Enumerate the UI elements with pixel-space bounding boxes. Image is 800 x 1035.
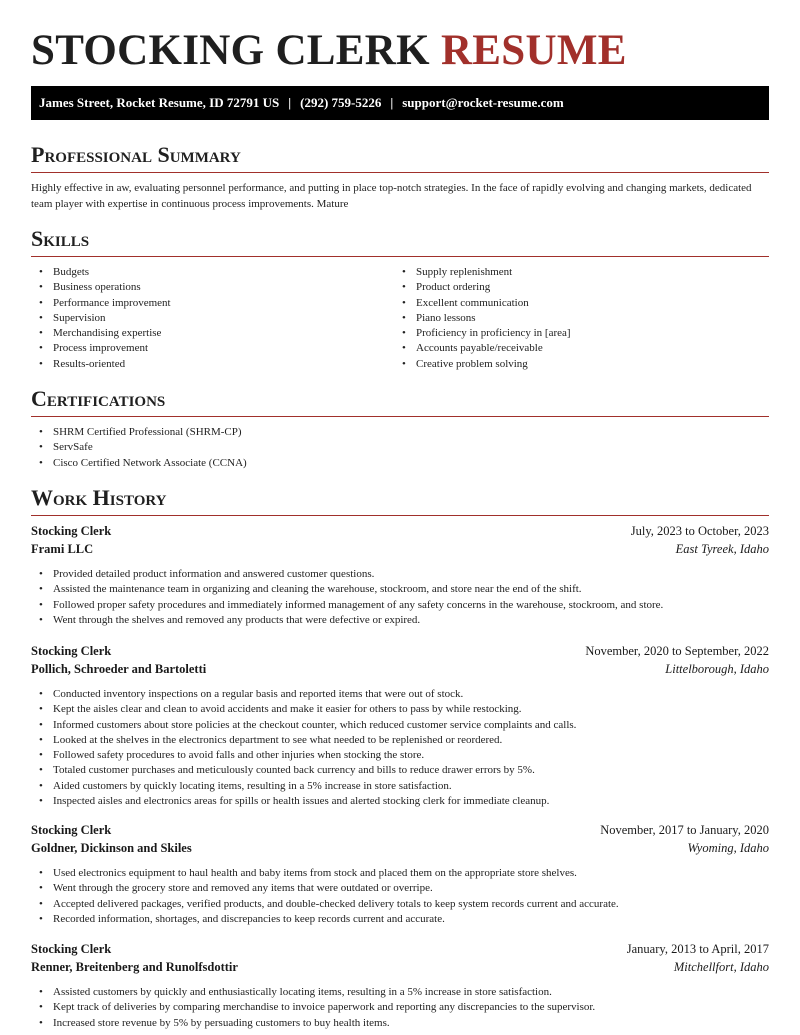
job-header-row [31,524,769,542]
job-duty-item: • Increased store revenue by 5% by persuading customers to buy health items. [31,1016,769,1031]
job-duty-item: • Looked at the shelves in the electronics department to see what needed to be replenished or reordered. [31,733,769,748]
job-duty-item: • Went through the grocery store and removed any items that were outdated or overripe. [31,881,769,896]
job-company: Pollich, Schroeder and Bartoletti [31,662,207,676]
skills-list-left [31,265,391,372]
contact-separator: | [390,95,394,110]
job-title: Stocking Clerk [31,644,112,658]
certification-item: • ServSafe [31,440,769,455]
work-history-divider [31,515,769,516]
job-company-row [31,542,769,560]
job-duty-item: • Aided customers by quickly locating items, resulting in a 5% increase in store satisfaction. [31,779,769,794]
certifications-heading: Certifications [31,386,166,411]
work-history-heading: Work History [31,485,167,510]
title-main: STOCKING CLERK [31,27,430,74]
job-dates: November, 2020 to September, 2022 [585,644,769,658]
job-duty-item: • Kept the aisles clear and clean to avoid accidents and make it easier for others to pass by while restocking. [31,702,769,717]
job-company: Goldner, Dickinson and Skiles [31,841,192,855]
certification-item: • SHRM Certified Professional (SHRM-CP) [31,425,769,440]
job-title: Stocking Clerk [31,524,112,538]
skill-item: • Proficiency in proficiency in [area] [394,326,769,341]
job-duty-item: • Assisted customers by quickly and enthusiastically locating items, resulting in a 5% increase in store satisfaction. [31,985,769,1000]
job-company: Frami LLC [31,542,94,556]
job-duty-item: • Went through the shelves and removed any products that were defective or expired. [31,613,769,628]
skill-item: • Creative problem solving [394,357,769,372]
job-duty-item: • Used electronics equipment to haul health and baby items from stock and placed them on the appropriate store shelves. [31,866,769,881]
job-duties-list [31,985,769,1031]
job-duty-item: • Assisted the maintenance team in organizing and cleaning the warehouse, stockroom, and store near the end of the shift. [31,582,769,597]
summary-text: Highly effective in aw, evaluating personnel performance, and putting in place top-notch strategies. In the face of rapidly evolving and changing markets, dedicated team player with expertise in continuous process improvements. Mature [31,182,752,210]
skill-item: • Process improvement [31,341,391,356]
job-location: Littelborough, Idaho [665,662,769,676]
job-header-row [31,823,769,841]
skill-item: • Supply replenishment [394,265,769,280]
job-location: Wyoming, Idaho [687,841,769,855]
job-entry [31,524,769,628]
job-entry [31,823,769,927]
job-duties-list [31,567,769,628]
job-dates: November, 2017 to January, 2020 [600,823,769,837]
certifications-divider [31,416,769,417]
job-title: Stocking Clerk [31,942,112,956]
job-location: East Tyreek, Idaho [675,542,769,556]
job-duty-item: • Followed safety procedures to avoid falls and other injuries when stocking the store. [31,748,769,763]
job-duty-item: • Inspected aisles and electronics areas for spills or health issues and alerted stocking clerk for immediate cleanup. [31,794,769,809]
job-header-row [31,644,769,662]
skill-item: • Piano lessons [394,311,769,326]
skill-item: • Budgets [31,265,391,280]
job-duty-item: • Accepted delivered packages, verified products, and double-checked delivery totals to keep system records current and accurate. [31,897,769,912]
contact-bar [31,86,769,120]
job-title: Stocking Clerk [31,823,112,837]
skill-item: • Business operations [31,280,391,295]
skill-item: • Results-oriented [31,357,391,372]
job-entry [31,942,769,1031]
job-duties-list [31,687,769,809]
job-duties-list [31,866,769,927]
job-company-row [31,841,769,859]
resume-title [31,26,627,76]
job-dates: January, 2013 to April, 2017 [626,942,769,956]
job-duty-item: • Recorded information, shortages, and discrepancies to keep records current and accurate. [31,912,769,927]
certification-item: • Cisco Certified Network Associate (CCNA) [31,456,769,471]
job-duty-item: • Conducted inventory inspections on a regular basis and reported items that were out of stock. [31,687,769,702]
job-company: Renner, Breitenberg and Runolfsdottir [31,960,238,974]
job-entry [31,644,769,809]
skill-item: • Excellent communication [394,296,769,311]
title-accent: RESUME [440,27,627,74]
job-duty-item: • Followed proper safety procedures and immediately informed management of any safety concerns in the warehouse, stockroom, and store. [31,598,769,613]
summary-divider [31,172,769,173]
contact-address: James Street, Rocket Resume, ID 72791 US [39,95,280,110]
contact-separator: | [288,95,292,110]
skills-divider [31,256,769,257]
job-dates: July, 2023 to October, 2023 [630,524,769,538]
skill-item: • Performance improvement [31,296,391,311]
contact-email: support@rocket-resume.com [402,95,564,110]
summary-heading: Professional Summary [31,142,241,167]
job-duty-item: • Totaled customer purchases and meticulously counted back currency and bills to reduce drawer errors by 5%. [31,763,769,778]
job-company-row [31,960,769,978]
skill-item: • Supervision [31,311,391,326]
skills-heading: Skills [31,226,90,251]
contact-phone: (292) 759-5226 [300,95,382,110]
skill-item: • Product ordering [394,280,769,295]
job-duty-item: • Kept track of deliveries by comparing merchandise to invoice paperwork and reporting any discrepancies to the supervisor. [31,1000,769,1015]
certifications-list [31,425,769,471]
skills-list-right [394,265,769,372]
skill-item: • Accounts payable/receivable [394,341,769,356]
job-location: Mitchellfort, Idaho [673,960,769,974]
skill-item: • Merchandising expertise [31,326,391,341]
job-duty-item: • Informed customers about store policies at the checkout counter, which reduced customer service complaints and calls. [31,718,769,733]
job-company-row [31,662,769,680]
job-header-row [31,942,769,960]
job-duty-item: • Provided detailed product information and answered customer questions. [31,567,769,582]
